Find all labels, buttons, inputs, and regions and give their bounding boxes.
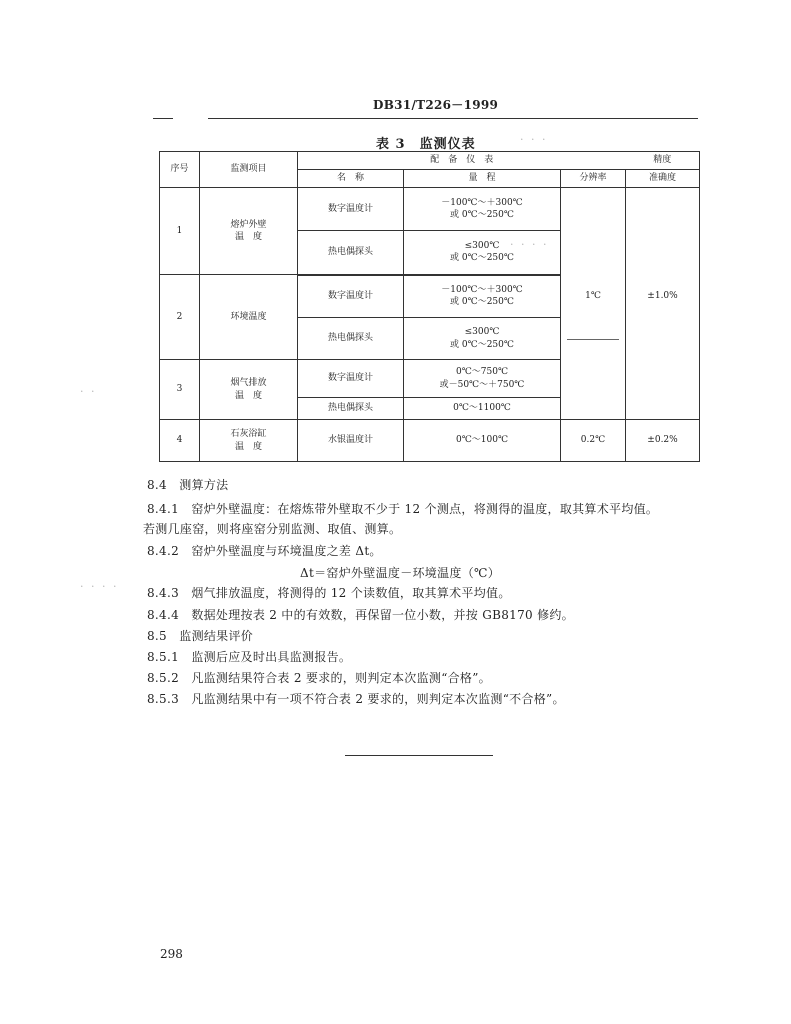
header-name: 名 称 [298,170,404,188]
section-heading: 8.5 监测结果评价 [147,629,254,643]
clause-8-4-1-cont: 若测几座窑，则将座窑分别监测、取值、测算。 [143,522,402,536]
instrument-range [404,188,561,231]
accuracy-cell [626,188,700,231]
item-line: 温 度 [234,390,262,401]
accuracy-cell [626,398,700,420]
resolution-cell [561,188,626,231]
header-item: 监测项目 [200,152,298,188]
instrument-name: 数字温度计 [298,360,404,398]
monitoring-item [200,188,298,275]
clause-8-4-4: 8.4.4 数据处理按表 2 中的有效数，再保留一位小数，并按 GB8170 修约。 [147,608,574,622]
clause-8-5-1: 8.5.1 监测后应及时出具监测报告。 [147,650,352,664]
scan-speckle: · · · · [510,238,549,251]
header-range: 量 程 [404,170,561,188]
range-line: 或－50℃～＋750℃ [439,379,525,390]
resolution-cell [561,231,626,275]
instrument-range: 0℃～1100℃ [404,398,561,420]
clause-8-5-2: 8.5.2 凡监测结果符合表 2 要求的，则判定本次监测“合格”。 [147,671,491,685]
instrument-name: 热电偶探头 [298,231,404,275]
accuracy-cell [626,360,700,398]
item-line: 温 度 [234,441,262,452]
page-number: 298 [160,947,183,961]
instrument-name: 热电偶探头 [298,398,404,420]
item-line: 烟气排放 [230,378,267,389]
row-number: 1 [160,188,200,275]
instrument-range [404,275,561,318]
accuracy-value: ±0.2% [626,420,700,462]
resolution-cell [561,318,626,360]
resolution-value: 1℃ [561,275,626,318]
scan-speckle: · · [80,385,97,398]
accuracy-cell [626,231,700,275]
formula-delta-t: Δt＝窑炉外壁温度－环境温度（℃） [300,566,501,580]
range-line: －100℃～＋300℃ [441,285,523,296]
section-heading: 8.4 测算方法 [147,478,229,492]
range-line: 或 0℃～250℃ [450,339,514,350]
monitoring-item [200,420,298,462]
monitoring-item: 环境温度 [200,275,298,360]
range-line: ≤300℃ [464,327,500,338]
instrument-range [404,318,561,360]
range-line: 或 0℃～250℃ [450,253,514,264]
clause-8-4-2: 8.4.2 窑炉外壁温度与环境温度之差 Δt。 [147,544,382,558]
clause-8-4-1: 8.4.1 窑炉外壁温度：在熔炼带外壁取不少于 12 个测点，将测得的温度，取其算术平均值。 [147,502,659,516]
instrument-range [404,360,561,398]
end-rule [345,755,493,756]
header-seq: 序号 [160,152,200,188]
instrument-name: 数字温度计 [298,188,404,231]
range-line: 0℃～750℃ [455,367,509,378]
header-rule [208,118,698,119]
instrument-range: 0℃～100℃ [404,420,561,462]
monitoring-item [200,360,298,420]
range-line: －100℃～＋300℃ [441,197,523,208]
scan-speckle: · · · · [80,580,119,593]
clause-8-5-3: 8.5.3 凡监测结果中有一项不符合表 2 要求的，则判定本次监测“不合格”。 [147,692,565,706]
range-line: 或 0℃～250℃ [450,297,514,308]
instrument-table [159,151,700,462]
header-resolution: 分辨率 [561,170,626,188]
row-number: 2 [160,275,200,360]
row-number: 4 [160,420,200,462]
resolution-cell [561,398,626,420]
table-title: 表 3 监测仪表 [376,137,476,152]
instrument-name: 数字温度计 [298,275,404,318]
standard-number: DB31/T226－1999 [373,98,499,112]
item-line: 熔炉外壁 [230,219,267,230]
header-instruments: 配 备 仪 表 [298,152,626,170]
resolution-value: 0.2℃ [561,420,626,462]
range-line: 或 0℃～250℃ [450,210,514,220]
instrument-name: 热电偶探头 [298,318,404,360]
range-line: ≤300℃ [464,241,500,252]
header-rule-left [153,118,173,119]
clause-8-4-3: 8.4.3 烟气排放温度，将测得的 12 个读数值，取其算术平均值。 [147,586,511,600]
resolution-rule [567,339,619,340]
header-accuracy: 准确度 [626,170,700,188]
resolution-cell [561,360,626,398]
header-precision: 精度 [626,152,700,170]
instrument-range [404,231,561,275]
scan-speckle: · · · [520,133,548,146]
item-line: 温 度 [234,232,262,242]
item-line: 石灰浴缸 [230,429,267,440]
instrument-name: 水银温度计 [298,420,404,462]
accuracy-cell [626,318,700,360]
row-number: 3 [160,360,200,420]
accuracy-value: ±1.0% [626,275,700,318]
